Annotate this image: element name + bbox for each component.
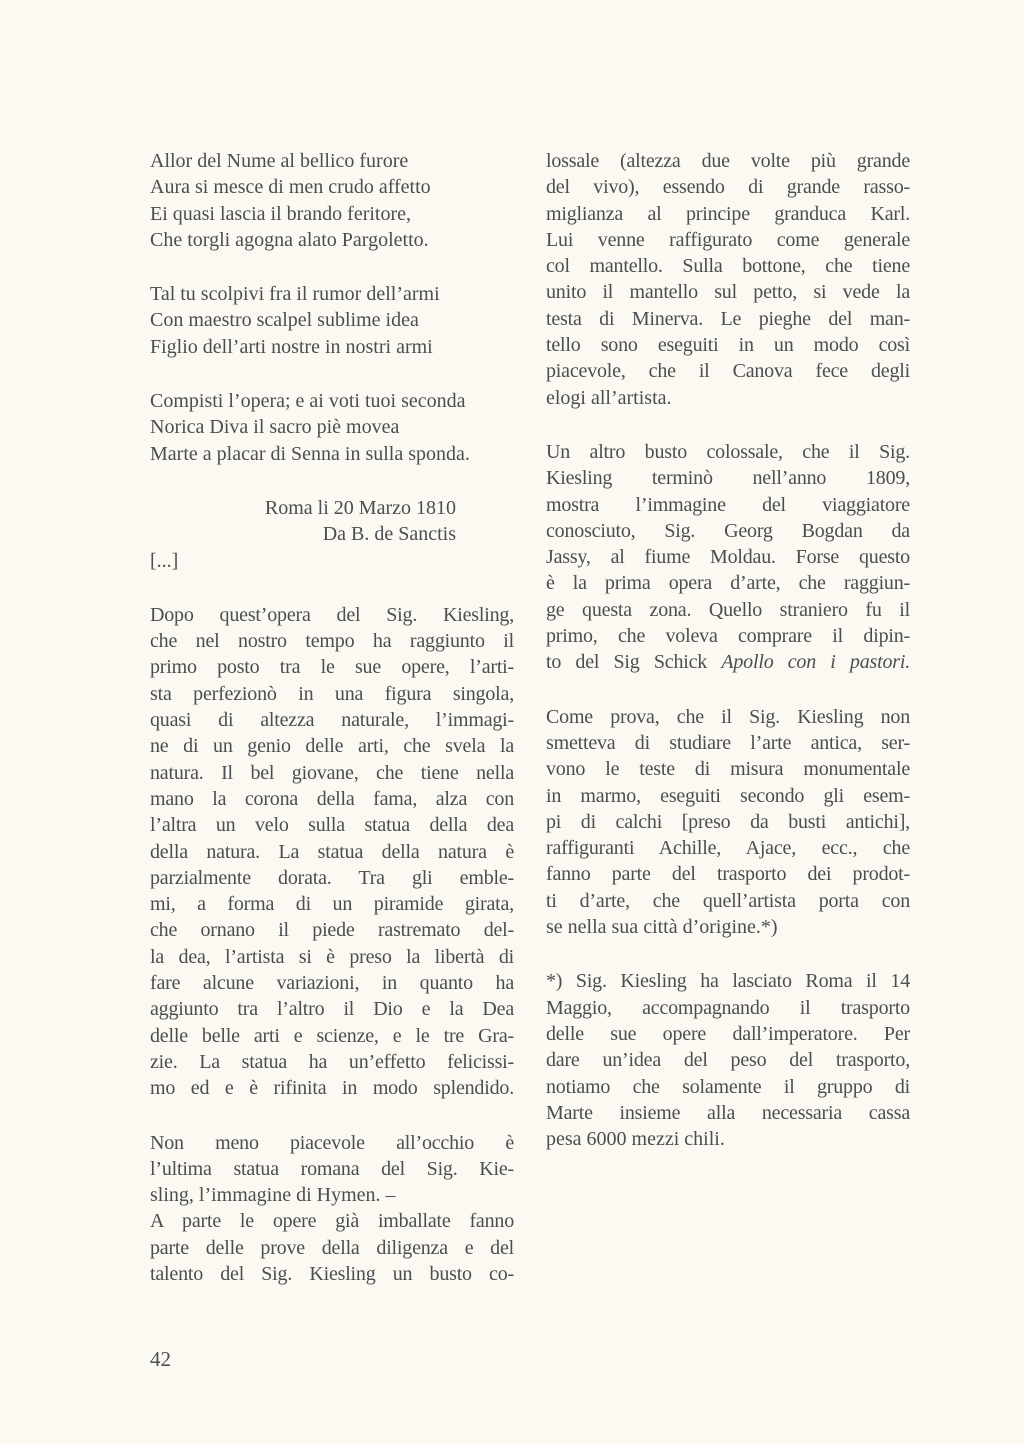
text-segment: delle sue opere dall’imperatore. Per [546, 1022, 910, 1045]
text-segment: Ei quasi lascia il brando feritore, [150, 202, 412, 225]
text-line [546, 968, 910, 994]
text-line [546, 1100, 910, 1126]
text-segment: mano la corona della fama, alza con [150, 787, 514, 810]
text-segment: aggiunto tra l’altro il Dio e la Dea [150, 998, 514, 1021]
paragraph [150, 1130, 514, 1288]
text-line [150, 1156, 514, 1182]
ellipsis-marker [150, 548, 514, 574]
verse-stanza [150, 281, 514, 360]
text-column-right [546, 148, 910, 1152]
text-segment: Jassy, al fiume Moldau. Forse questo [546, 546, 910, 569]
text-line [150, 1023, 514, 1049]
text-line [546, 1074, 910, 1100]
text-segment: primo posto tra le sue opere, l’arti- [150, 656, 514, 679]
text-line [150, 628, 514, 654]
text-line [150, 521, 456, 547]
verse-stanza [150, 388, 514, 467]
text-line [546, 306, 910, 332]
text-line [150, 495, 456, 521]
text-segment: ti d’arte, che quell’artista porta con [546, 889, 910, 912]
text-segment: notiamo che solamente il gruppo di [546, 1075, 910, 1098]
text-segment: Dopo quest’opera del Sig. Kiesling, [150, 603, 514, 626]
text-segment: mo ed e è rifinita in modo splendido. [150, 1077, 514, 1100]
text-segment: che ornano il piede rastremato del- [150, 919, 514, 942]
page-number: 42 [150, 1347, 171, 1371]
text-segment: miglianza al principe granduca Karl. [546, 202, 910, 225]
text-segment: *) Sig. Kiesling ha lasciato Roma il 14 [546, 970, 910, 993]
text-segment: dare un’idea del peso del trasporto, [546, 1049, 910, 1072]
text-line [546, 835, 910, 861]
text-line [150, 944, 514, 970]
text-segment: pesa 6000 mezzi chili. [546, 1128, 725, 1151]
text-segment: Kiesling terminò nell’anno 1809, [546, 467, 910, 490]
text-segment: Come prova, che il Sig. Kiesling non [546, 705, 910, 728]
text-line [150, 1075, 514, 1101]
text-line [150, 281, 514, 307]
text-line [546, 995, 910, 1021]
text-line [150, 148, 514, 174]
text-line [546, 332, 910, 358]
text-segment: Figlio dell’arti nostre in nostri armi [150, 335, 433, 358]
text-segment: Aura si mesce di men crudo affetto [150, 176, 431, 199]
text-line [150, 307, 514, 333]
text-segment: [...] [150, 549, 179, 572]
text-line [150, 441, 514, 467]
text-segment: mostra l’immagine del viaggiatore [546, 493, 910, 516]
text-line [546, 1126, 910, 1152]
text-segment: testa di Minerva. Le pieghe del man- [546, 307, 910, 330]
text-line [546, 783, 910, 809]
text-line [546, 492, 910, 518]
text-line [546, 1047, 910, 1073]
text-line [150, 174, 514, 200]
text-line [546, 597, 910, 623]
text-line [546, 439, 910, 465]
text-line [546, 730, 910, 756]
text-segment: quasi di altezza naturale, l’immagi- [150, 709, 514, 732]
text-segment: Compisti l’opera; e ai voti tuoi seconda [150, 390, 466, 413]
text-segment: Marte a placar di Senna in sulla sponda. [150, 442, 470, 465]
text-line [546, 649, 910, 675]
text-line [546, 1021, 910, 1047]
text-segment: fare alcune variazioni, in quanto ha [150, 972, 514, 995]
text-segment: Che torgli agogna alato Pargoletto. [150, 228, 429, 251]
paragraph [150, 602, 514, 1102]
text-line [546, 279, 910, 305]
text-line [546, 570, 910, 596]
text-line [150, 334, 514, 360]
text-line [546, 253, 910, 279]
text-line [546, 861, 910, 887]
text-line [150, 786, 514, 812]
text-line [150, 865, 514, 891]
text-segment: raffiguranti Achille, Ajace, ecc., che [546, 837, 910, 860]
text-line [150, 812, 514, 838]
text-segment: primo, che voleva comprare il dipin- [546, 625, 910, 648]
text-line [150, 1049, 514, 1075]
text-segment: se nella sua città d’origine.*) [546, 916, 778, 939]
text-segment: fanno parte del trasporto dei prodot- [546, 863, 910, 886]
text-line [150, 1182, 514, 1208]
dateline [150, 495, 514, 548]
text-segment: Con maestro scalpel sublime idea [150, 309, 419, 332]
paragraph [546, 439, 910, 676]
text-line [150, 996, 514, 1022]
footnote [546, 968, 910, 1152]
text-segment: Allor del Nume al bellico furore [150, 150, 409, 172]
text-segment: piacevole, che il Canova fece degli [546, 360, 910, 383]
text-line [150, 388, 514, 414]
text-segment: vono le teste di misura monumentale [546, 758, 910, 781]
text-line [150, 1208, 514, 1234]
text-segment: A parte le opere già imballate fanno [150, 1210, 514, 1233]
text-line [150, 733, 514, 759]
text-segment: lossale (altezza due volte più grande [546, 150, 910, 172]
text-line [150, 227, 514, 253]
text-line [150, 681, 514, 707]
text-segment: del vivo), essendo di grande rasso- [546, 176, 910, 199]
text-segment: zie. La statua ha un’effetto felicissi- [150, 1050, 514, 1073]
text-segment: Norica Diva il sacro piè movea [150, 416, 400, 439]
text-segment: to del Sig Schick [546, 651, 722, 674]
text-line [546, 201, 910, 227]
text-line [546, 809, 910, 835]
text-segment: Roma li 20 Marzo 1810 [264, 496, 456, 519]
text-line [150, 414, 514, 440]
text-segment: Un altro busto colossale, che il Sig. [546, 440, 910, 463]
text-segment: natura. Il bel giovane, che tiene nella [150, 761, 514, 784]
text-line [150, 602, 514, 628]
text-line [150, 891, 514, 917]
text-line [546, 623, 910, 649]
text-line [150, 1235, 514, 1261]
text-line [546, 888, 910, 914]
text-segment: sling, l’immagine di Hymen. – [150, 1184, 396, 1207]
text-line [546, 914, 910, 940]
verse-stanza [150, 148, 514, 253]
text-segment: delle belle arti e scienze, e le tre Gra- [150, 1024, 514, 1047]
text-line [546, 227, 910, 253]
text-line [150, 760, 514, 786]
text-line [150, 1130, 514, 1156]
text-segment: in marmo, eseguiti secondo gli esem- [546, 784, 910, 807]
paragraph [546, 704, 910, 941]
text-line [546, 518, 910, 544]
text-segment: ge questa zona. Quello straniero fu il [546, 598, 910, 621]
text-segment: Lui venne raffigurato come generale [546, 228, 910, 251]
text-segment: Da B. de Sanctis [322, 523, 456, 546]
text-segment: della natura. La statua della natura è [150, 840, 514, 863]
text-segment: Maggio, accompagnando il trasporto [546, 996, 910, 1019]
text-segment: l’ultima statua romana del Sig. Kie- [150, 1157, 514, 1180]
text-segment: è la prima opera d’arte, che raggiun- [546, 572, 910, 595]
text-line [546, 704, 910, 730]
text-segment: tello sono eseguiti in un modo così [546, 334, 910, 357]
text-line [546, 465, 910, 491]
text-column-left [150, 148, 514, 1287]
text-line [150, 970, 514, 996]
text-line [150, 707, 514, 733]
text-line [546, 358, 910, 384]
text-segment: conosciuto, Sig. Georg Bogdan da [546, 519, 910, 542]
text-line [150, 201, 514, 227]
text-segment: la dea, l’artista si è preso la libertà di [150, 945, 514, 968]
text-segment: mi, a forma di un piramide girata, [150, 893, 514, 916]
text-segment: elogi all’artista. [546, 386, 672, 409]
text-segment: unito il mantello sul petto, si vede la [546, 281, 910, 304]
italic-text: Apollo con i pastori. [721, 651, 910, 674]
text-segment: talento del Sig. Kiesling un busto co- [150, 1262, 514, 1285]
text-segment: sta perfezionò in una figura singola, [150, 682, 514, 705]
text-line [546, 174, 910, 200]
text-segment: parte delle prove della diligenza e del [150, 1236, 514, 1259]
text-segment: smetteva di studiare l’arte antica, ser- [546, 731, 910, 754]
text-line [546, 544, 910, 570]
text-segment: Non meno piacevole all’occhio è [150, 1131, 514, 1154]
text-segment: parzialmente dorata. Tra gli emble- [150, 866, 514, 889]
text-line [546, 148, 910, 174]
text-line [150, 1261, 514, 1287]
text-segment: l’altra un velo sulla statua della dea [150, 814, 514, 837]
text-line [150, 654, 514, 680]
text-line [150, 548, 514, 574]
text-segment: pi di calchi [preso da busti antichi], [546, 810, 910, 833]
text-segment: che nel nostro tempo ha raggiunto il [150, 630, 514, 653]
text-line [546, 756, 910, 782]
text-segment: ne di un genio delle arti, che svela la [150, 735, 514, 758]
text-segment: col mantello. Sulla bottone, che tiene [546, 255, 910, 278]
text-segment: Tal tu scolpivi fra il rumor dell’armi [150, 283, 440, 306]
text-segment: Marte insieme alla necessaria cassa [546, 1101, 910, 1124]
text-line [546, 385, 910, 411]
text-line [150, 839, 514, 865]
paragraph [546, 148, 910, 411]
text-line [150, 917, 514, 943]
